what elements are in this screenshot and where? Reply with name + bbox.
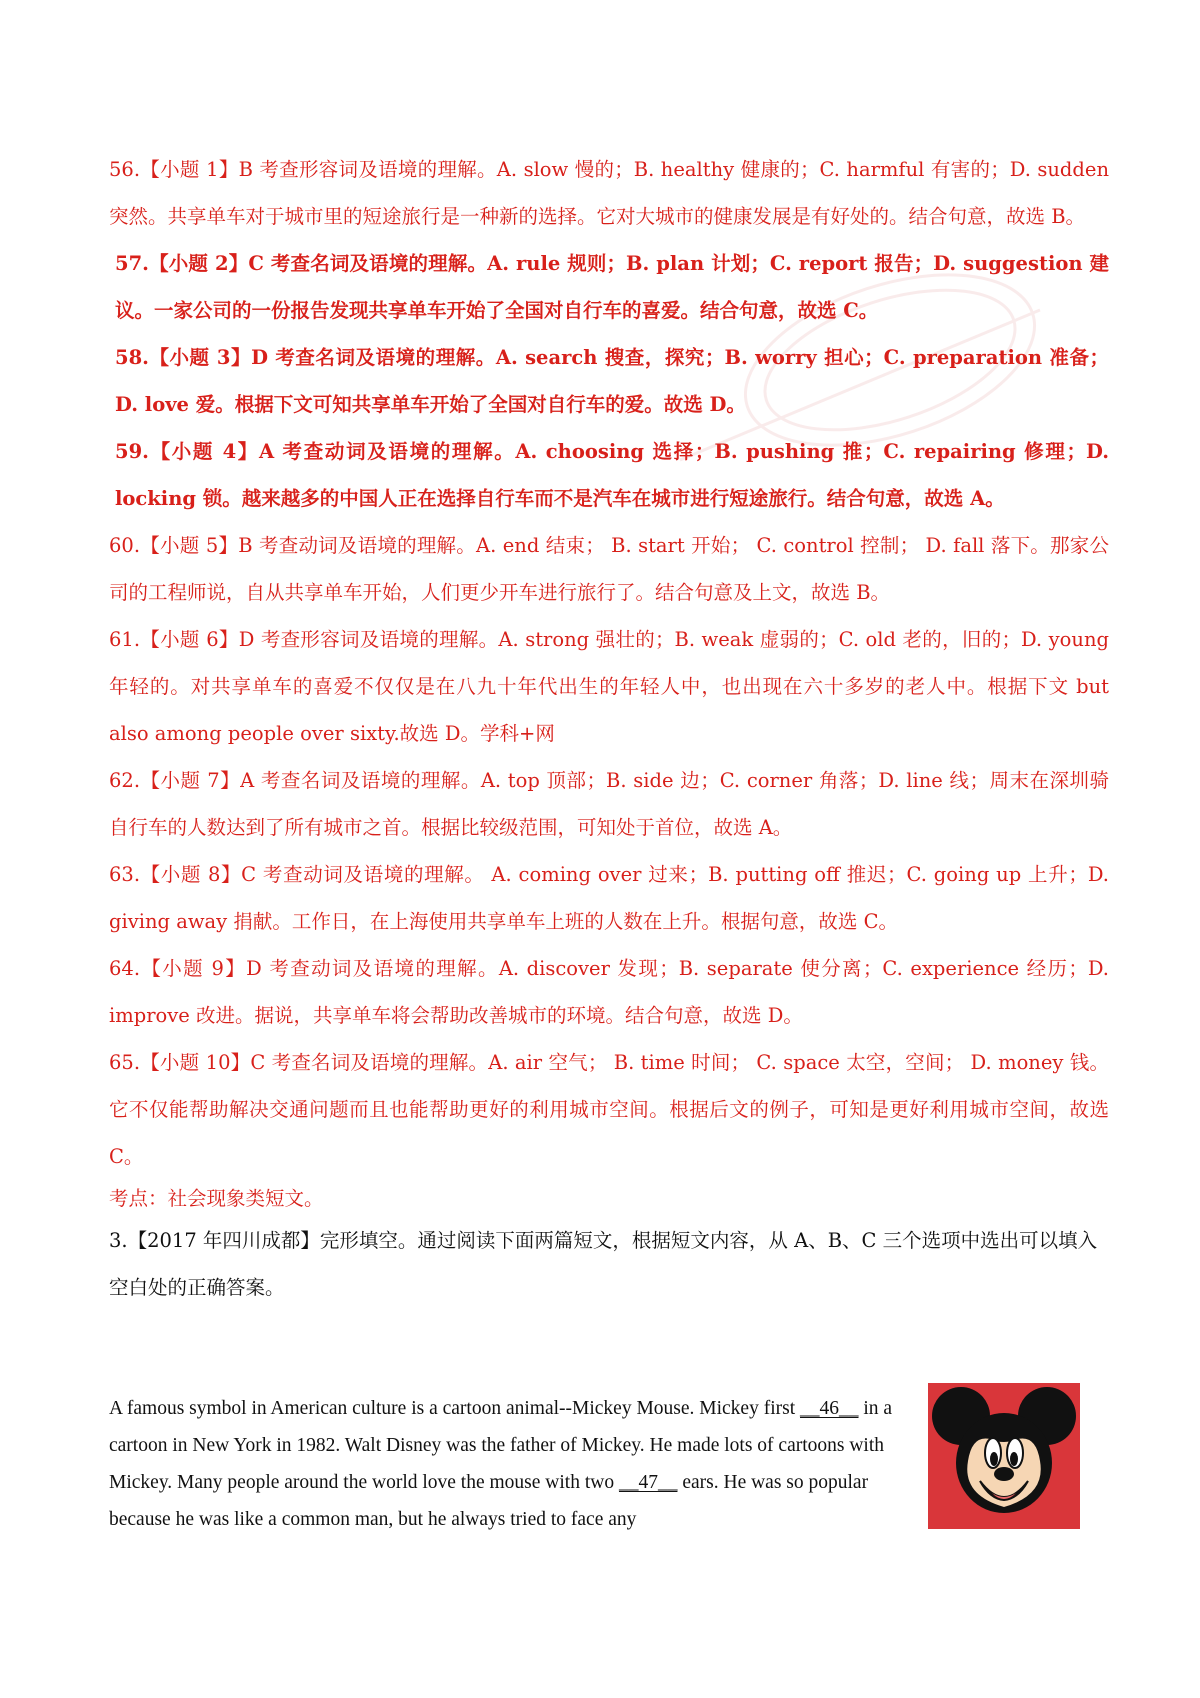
mickey-mouse-image (928, 1383, 1080, 1529)
blank-47: __47__ (618, 1472, 678, 1493)
answer-56: 56.【小题 1】B 考查形容词及语境的理解。A. slow 慢的；B. healthy 健康的；C. harmful 有害的；D. sudden 突然。共享单车对于城市里的短途旅行是一种新的选择。它对大城市的健康发展是有好处的。结合句意，故选 B。 (109, 158, 1109, 228)
blank-46: __46__ (800, 1398, 859, 1419)
answer-59: 59.【小题 4】A 考查动词及语境的理解。A. choosing 选择；B. pushing 推；C. repairing 修理；D. locking 锁。越来越多的中国人正在选择自行车而不是汽车在城市进行短途旅行。结合句意，故选 A。 (115, 440, 1109, 510)
topic-note: 考点：社会现象类短文。 (109, 1187, 324, 1210)
question-3-heading: 3.【2017 年四川成都】完形填空。通过阅读下面两篇短文，根据短文内容，从 A、B、C 三个选项中选出可以填入空白处的正确答案。 (109, 1229, 1098, 1299)
answer-61: 61.【小题 6】D 考查形容词及语境的理解。A. strong 强壮的；B. weak 虚弱的；C. old 老的，旧的；D. young 年轻的。对共享单车的喜爱不仅仅是在八九十年代出生的年轻人中，也出现在六十多岁的老人中。根据下文 but also among people over sixty.故选 D。学科+网 (109, 628, 1109, 745)
answer-62: 62.【小题 7】A 考查名词及语境的理解。A. top 顶部；B. side 边；C. corner 角落；D. line 线；周末在深圳骑自行车的人数达到了所有城市之首。根据比较级范围，可知处于首位，故选 A。 (109, 769, 1109, 839)
answer-57: 57.【小题 2】C 考查名词及语境的理解。A. rule 规则；B. plan 计划；C. report 报告；D. suggestion 建议。一家公司的一份报告发现共享单车开始了全国对自行车的喜爱。结合句意，故选 C。 (115, 252, 1109, 322)
passage-text-3: ears. He was so popular because he was like a common man, but he always tried to face any (109, 1472, 869, 1530)
answer-64: 64.【小题 9】D 考查动词及语境的理解。A. discover 发现；B. separate 使分离；C. experience 经历；D. improve 改进。据说，共享单车将会帮助改善城市的环境。结合句意，故选 D。 (109, 957, 1109, 1027)
answer-58: 58.【小题 3】D 考查名词及语境的理解。A. search 搜查，探究；B. worry 担心；C. preparation 准备；D. love 爱。根据下文可知共享单车开始了全国对自行车的爱。故选 D。 (115, 346, 1109, 416)
mickey-mouse-face-icon (928, 1383, 1080, 1529)
cloze-passage (109, 1390, 909, 1538)
answer-65: 65.【小题 10】C 考查名词及语境的理解。A. air 空气； B. time 时间； C. space 太空，空间； D. money 钱。它不仅能帮助解决交通问题而且也能帮助更好的利用城市空间。根据后文的例子，可知是更好利用城市空间，故选 C。 (109, 1051, 1109, 1168)
answer-explanations (109, 146, 1109, 1311)
passage-text-2: in a cartoon in New York in 1982. Walt Disney was the father of Mickey. He made lots of cartoons with Mickey. Many people around the world love the mouse with two (109, 1398, 893, 1493)
answer-63: 63.【小题 8】C 考查动词及语境的理解。 A. coming over 过来；B. putting off 推迟；C. going up 上升；D. giving away 捐献。工作日，在上海使用共享单车上班的人数在上升。根据句意，故选 C。 (109, 863, 1109, 933)
passage-text-1: A famous symbol in American culture is a cartoon animal--Mickey Mouse. Mickey first (109, 1398, 801, 1419)
answer-60: 60.【小题 5】B 考查动词及语境的理解。A. end 结束； B. start 开始； C. control 控制； D. fall 落下。那家公司的工程师说，自从共享单车开始，人们更少开车进行旅行了。结合句意及上文，故选 B。 (109, 534, 1109, 604)
